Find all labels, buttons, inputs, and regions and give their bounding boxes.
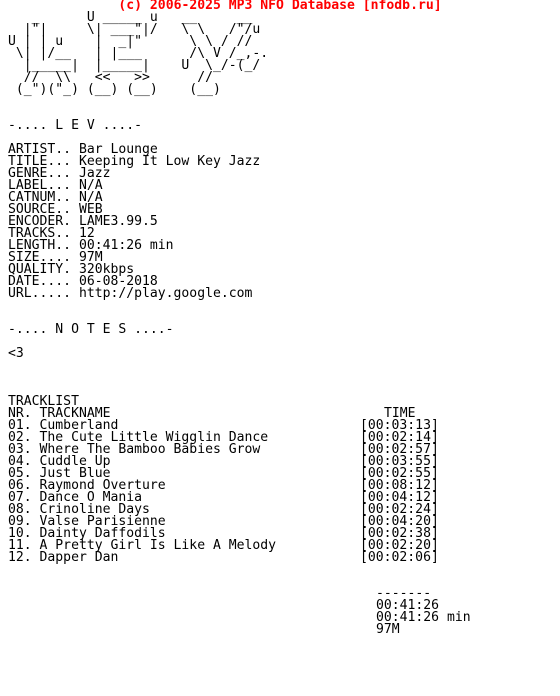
- info-line: SOURCE.. WEB: [8, 202, 103, 217]
- track-time: [00:02:20]: [360, 538, 439, 553]
- track-time: [00:02:57]: [360, 442, 439, 457]
- track-row: 12. Dapper Dan: [8, 550, 119, 565]
- tracklist-heading: TRACKLIST: [8, 394, 79, 409]
- track-time: [00:08:12]: [360, 478, 439, 493]
- track-row: 08. Crinoline Days: [8, 502, 150, 517]
- info-line: ENCODER. LAME3.99.5: [8, 214, 158, 229]
- section-title-notes: -.... N O T E S ....-: [8, 322, 174, 337]
- track-row: 03. Where The Bamboo Babies Grow: [8, 442, 261, 457]
- track-time: [00:02:06]: [360, 550, 439, 565]
- info-line: SIZE.... 97M: [8, 250, 103, 265]
- track-row: 06. Raymond Overture: [8, 478, 166, 493]
- track-row: 04. Cuddle Up: [8, 454, 111, 469]
- track-time: [00:02:24]: [360, 502, 439, 517]
- info-line: GENRE... Jazz: [8, 166, 111, 181]
- nfodb-credit: (c) 2006-2025 MP3 NFO Database [nfodb.ru]: [118, 0, 442, 13]
- ascii-logo-line: |_____| |_____| U \_/-(_/: [8, 58, 261, 73]
- notes-text: <3: [8, 346, 24, 361]
- info-line: TRACKS.. 12: [8, 226, 95, 241]
- track-row: 05. Just Blue: [8, 466, 111, 481]
- info-line: TITLE... Keeping It Low Key Jazz: [8, 154, 261, 169]
- info-line: DATE.... 06-08-2018: [8, 274, 158, 289]
- track-row: 02. The Cute Little Wigglin Dance: [8, 430, 269, 445]
- tracklist-header-time: TIME: [384, 406, 416, 421]
- ascii-logo-line: |"| \| ___"|/ \ \ /"/u: [8, 22, 261, 37]
- track-time: [00:02:55]: [360, 466, 439, 481]
- summary-total-time: 00:41:26: [376, 598, 440, 613]
- track-row: 10. Dainty Daffodils: [8, 526, 166, 541]
- track-time: [00:04:20]: [360, 514, 439, 529]
- info-line: CATNUM.. N/A: [8, 190, 103, 205]
- info-line: QUALITY. 320kbps: [8, 262, 135, 277]
- section-title-lev: -.... L E V ....-: [8, 118, 143, 133]
- track-row: 09. Valse Parisienne: [8, 514, 166, 529]
- track-time: [00:04:12]: [360, 490, 439, 505]
- info-line: LABEL... N/A: [8, 178, 103, 193]
- track-row: 01. Cumberland: [8, 418, 119, 433]
- summary-total-size: 97M: [376, 622, 400, 637]
- info-line: ARTIST.. Bar Lounge: [8, 142, 158, 157]
- ascii-logo-line: _ U _____ u __ __: [8, 10, 253, 25]
- ascii-logo-line: U | | u | _|" \ \ / //: [8, 34, 253, 49]
- info-line: URL..... http://play.google.com: [8, 286, 253, 301]
- track-time: [00:03:13]: [360, 418, 439, 433]
- summary-total-length: 00:41:26 min: [376, 610, 471, 625]
- info-line: LENGTH.. 00:41:26 min: [8, 238, 174, 253]
- tracklist-header: NR. TRACKNAME: [8, 406, 111, 421]
- ascii-logo-line: // \\ << >> //: [8, 70, 213, 85]
- track-time: [00:02:38]: [360, 526, 439, 541]
- track-row: 11. A Pretty Girl Is Like A Melody: [8, 538, 277, 553]
- track-time: [00:02:14]: [360, 430, 439, 445]
- ascii-logo-line: \| |/__ | |___ /\ V /_,-.: [8, 46, 269, 61]
- summary-rule: -------: [376, 586, 432, 601]
- track-row: 07. Dance O Mania: [8, 490, 143, 505]
- ascii-logo-line: (_")("_) (__) (__) (__): [8, 82, 221, 97]
- track-time: [00:03:55]: [360, 454, 439, 469]
